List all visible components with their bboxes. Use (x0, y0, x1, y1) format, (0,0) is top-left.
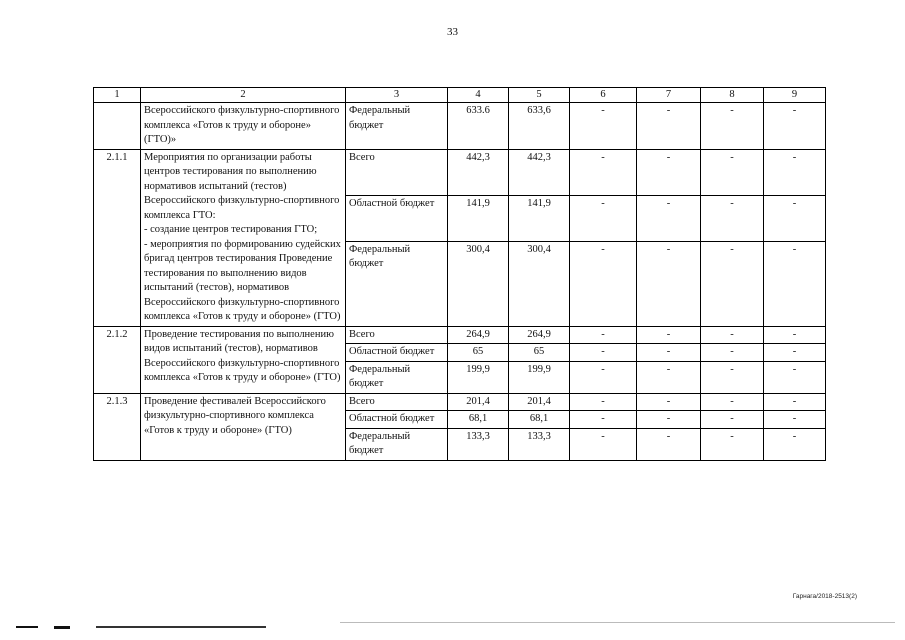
value-cell: 300,4 (448, 241, 509, 326)
value-cell: - (570, 393, 637, 411)
value-cell: 133,3 (448, 428, 509, 460)
value-cell: - (701, 344, 764, 362)
funding-source: Всего (346, 149, 448, 195)
funding-source: Федеральный бюджет (346, 241, 448, 326)
funding-source: Областной бюджет (346, 411, 448, 429)
scan-edge-line (340, 622, 895, 623)
value-cell: - (764, 195, 826, 241)
value-cell: - (637, 241, 701, 326)
value-cell: - (570, 149, 637, 195)
table-row (94, 149, 826, 195)
value-cell: - (637, 411, 701, 429)
column-header: 5 (509, 88, 570, 103)
value-cell: - (701, 428, 764, 460)
value-cell: 633.6 (448, 103, 509, 150)
column-header: 1 (94, 88, 141, 103)
item-number: 2.1.1 (94, 149, 141, 326)
column-header: 2 (141, 88, 346, 103)
value-cell: 133,3 (509, 428, 570, 460)
value-cell: 201,4 (448, 393, 509, 411)
funding-source: Федеральный бюджет (346, 103, 448, 150)
value-cell: - (701, 241, 764, 326)
table-row (94, 393, 826, 411)
value-cell: - (637, 149, 701, 195)
header-row (94, 88, 826, 103)
document-code: Гарнага/2018-2513(2) (792, 593, 857, 600)
funding-source: Федеральный бюджет (346, 361, 448, 393)
value-cell: - (637, 393, 701, 411)
value-cell: 199,9 (509, 361, 570, 393)
value-cell: - (764, 411, 826, 429)
value-cell: - (701, 149, 764, 195)
value-cell: 633,6 (509, 103, 570, 150)
item-name: Всероссийского физкультурно-спортивного комплекса «Готов к труду и обороне» (ГТО)» (141, 103, 346, 150)
value-cell: - (570, 241, 637, 326)
funding-source: Всего (346, 393, 448, 411)
value-cell: - (637, 326, 701, 344)
page-number: 33 (447, 26, 458, 38)
value-cell: - (637, 103, 701, 150)
funding-source: Всего (346, 326, 448, 344)
column-header: 6 (570, 88, 637, 103)
value-cell: 442,3 (509, 149, 570, 195)
value-cell: - (764, 103, 826, 150)
value-cell: 442,3 (448, 149, 509, 195)
value-cell: 68,1 (448, 411, 509, 429)
value-cell: - (764, 393, 826, 411)
scan-marks (16, 626, 266, 632)
value-cell: 264,9 (448, 326, 509, 344)
funding-source: Областной бюджет (346, 344, 448, 362)
item-number (94, 103, 141, 150)
value-cell: - (701, 393, 764, 411)
table-header (94, 88, 826, 103)
budget-table (93, 87, 826, 461)
value-cell: - (570, 326, 637, 344)
value-cell: 264,9 (509, 326, 570, 344)
value-cell: - (637, 195, 701, 241)
value-cell: - (764, 241, 826, 326)
funding-source: Федеральный бюджет (346, 428, 448, 460)
value-cell: - (570, 344, 637, 362)
value-cell: - (764, 344, 826, 362)
table-row (94, 103, 826, 150)
value-cell: - (637, 428, 701, 460)
value-cell: - (764, 361, 826, 393)
value-cell: - (701, 411, 764, 429)
item-name: Проведение тестирования по выполнению видов испытаний (тестов), нормативов Всероссийского физкультурно-спортивного комплекса «Готов к труду и обороне» (ГТО) (141, 326, 346, 393)
table-body (94, 103, 826, 461)
value-cell: - (637, 361, 701, 393)
funding-source: Областной бюджет (346, 195, 448, 241)
value-cell: 199,9 (448, 361, 509, 393)
column-header: 7 (637, 88, 701, 103)
value-cell: - (570, 103, 637, 150)
value-cell: - (764, 428, 826, 460)
value-cell: - (701, 195, 764, 241)
value-cell: 65 (509, 344, 570, 362)
value-cell: - (701, 103, 764, 150)
value-cell: - (637, 344, 701, 362)
value-cell: - (764, 149, 826, 195)
value-cell: - (570, 428, 637, 460)
value-cell: - (570, 411, 637, 429)
value-cell: - (764, 326, 826, 344)
column-header: 8 (701, 88, 764, 103)
value-cell: - (701, 361, 764, 393)
column-header: 9 (764, 88, 826, 103)
column-header: 4 (448, 88, 509, 103)
item-number: 2.1.2 (94, 326, 141, 393)
column-header: 3 (346, 88, 448, 103)
value-cell: 201,4 (509, 393, 570, 411)
value-cell: - (570, 361, 637, 393)
value-cell: 141,9 (448, 195, 509, 241)
value-cell: 141,9 (509, 195, 570, 241)
item-number: 2.1.3 (94, 393, 141, 460)
value-cell: - (570, 195, 637, 241)
value-cell: 300,4 (509, 241, 570, 326)
value-cell: - (701, 326, 764, 344)
item-name: Проведение фестивалей Всероссийского физкультурно-спортивного комплекса «Готов к труду и обороне» (ГТО) (141, 393, 346, 460)
table-row (94, 326, 826, 344)
value-cell: 68,1 (509, 411, 570, 429)
item-name: Мероприятия по организации работы центров тестирования по выполнению нормативов испытаний (тестов) Всероссийского физкультурно-спортивного комплекса ГТО: - создание центров тестирования ГТО; - мероприятия по формированию судейских бригад центров тестирования Проведение тестирования по выполнению видов испытаний (тестов), нормативов Всероссийского физкультурно-спортивного комплекса «Готов к труду и обороне» (ГТО) (141, 149, 346, 326)
value-cell: 65 (448, 344, 509, 362)
